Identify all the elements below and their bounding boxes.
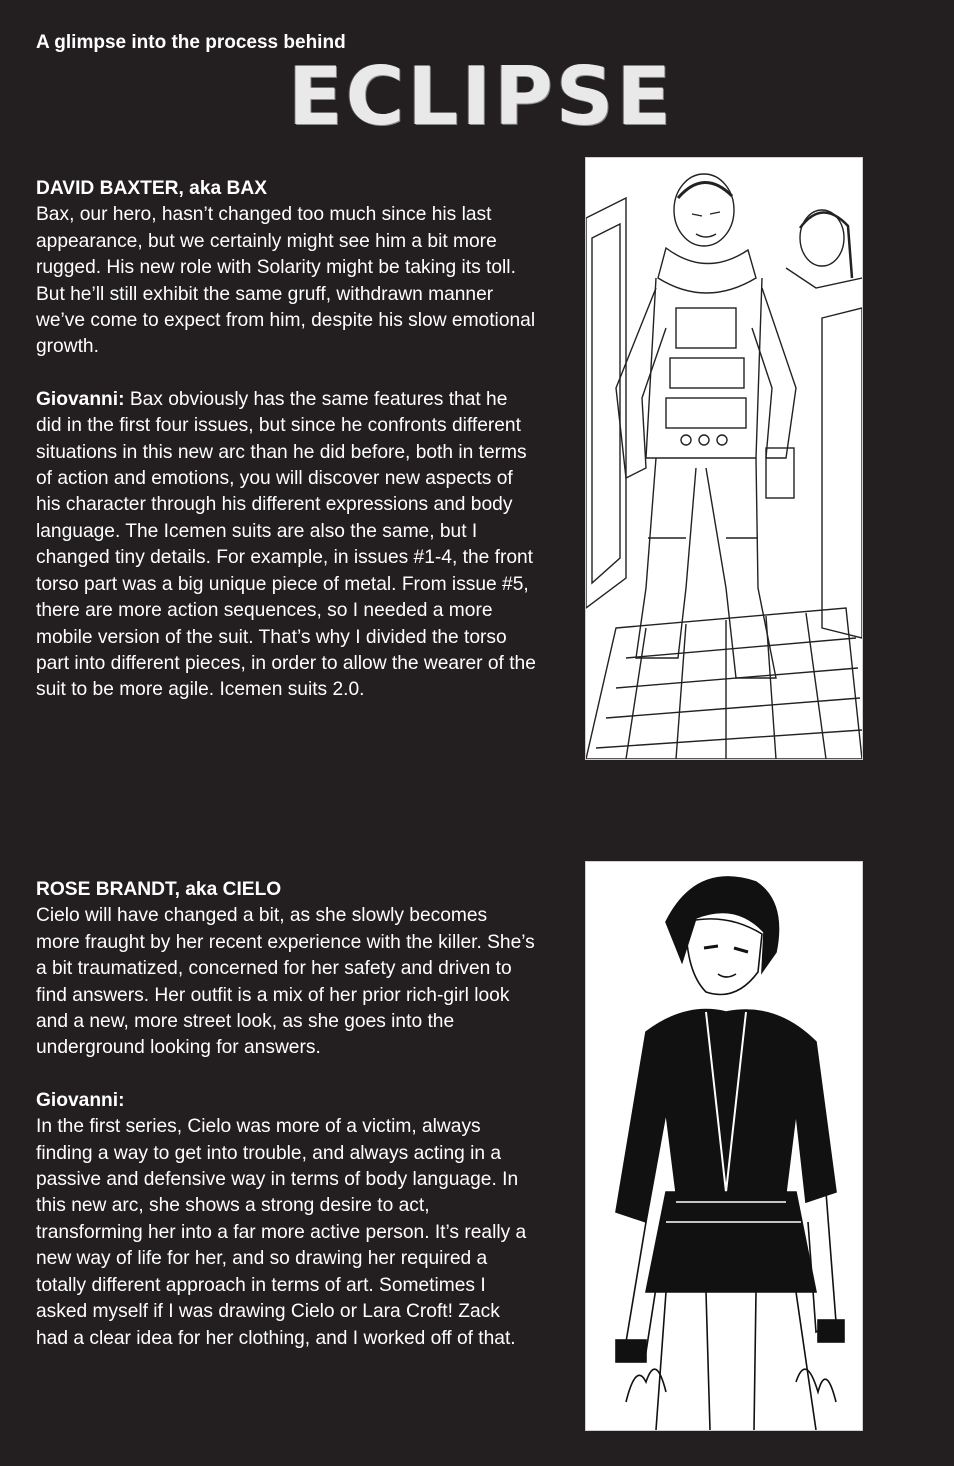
bax-heading: DAVID BAXTER, aka BAX [36,178,268,199]
cielo-heading: ROSE BRANDT, aka CIELO [36,879,282,900]
cielo-giovanni-label: Giovanni: [36,1089,125,1111]
cielo-sketch-drawing [586,862,862,1430]
cielo-intro: Cielo will have changed a bit, as she slowly becomes more fraught by her recent experience with the killer. She’s a bit traumatized, concerned for her safety and driven to find answers. Her outfit is a mix of her prior rich-girl look and a new, more street look, as she goes into the underground looking for answers. [36,905,535,1059]
bax-section [36,176,536,704]
cielo-sketch-image [585,861,863,1431]
eclipse-logo: ECLIPSE [288,50,674,143]
kicker-text: A glimpse into the process behind [36,32,346,53]
bax-sketch-image [585,157,863,760]
cielo-section [36,877,536,1352]
bax-giovanni-text: Bax obviously has the same features that he did in the first four issues, but since he confronts different situations in this new arc than he did before, both in terms of action and emotions, you will discover new aspects of his character through his different expressions and body language. The Icemen suits are also the same, but I changed tiny details. For example, in issues #1-4, the front torso part was a big unique piece of metal. From issue #5, there are more action sequences, so I needed a more mobile version of the suit. That’s why I divided the torso part into different pieces, in order to allow the wearer of the suit to be more agile. Icemen suits 2.0. [36,388,536,701]
bax-giovanni-paragraph [36,387,536,704]
bax-giovanni-label: Giovanni: [36,388,125,410]
cielo-giovanni-text: In the first series, Cielo was more of a victim, always finding a way to get into trouble, and always acting in a passive and defensive way in terms of body language. In this new arc, she shows a strong desire to act, transforming her into a far more active person. It’s really a new way of life for her, and so drawing her required a totally different approach in terms of art. Sometimes I asked myself if I was drawing Cielo or Lara Croft! Zack had a clear idea for her clothing, and I worked off of that. [36,1116,527,1349]
bax-sketch-drawing [586,158,862,759]
bax-intro: Bax, our hero, hasn’t changed too much since his last appearance, but we certainly might see him a bit more rugged. His new role with Solarity might be taking its toll. But he’ll still exhibit the same gruff, withdrawn manner we’ve come to expect from him, despite his slow emotional growth. [36,204,536,358]
